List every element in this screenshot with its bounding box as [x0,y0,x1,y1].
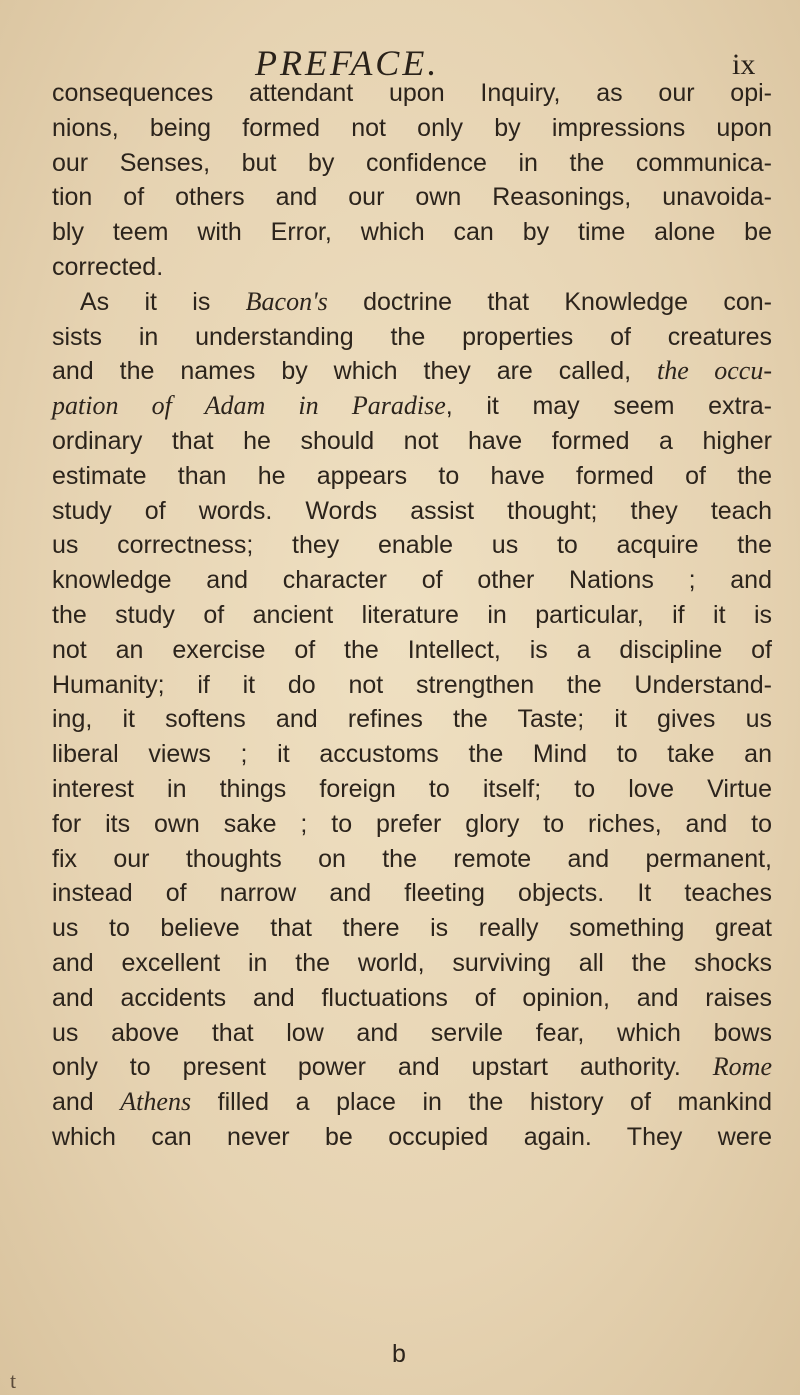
text-line-22: for its own sake ; to prefer glory to riches, and to [52,809,772,838]
text-line-9: and the names by which they are called, the occu- [52,356,772,386]
italic-name: Athens [120,1087,192,1117]
text-line-29: only to present power and upstart authority. Rome [52,1052,772,1082]
text-line-25: us to believe that there is really something great [52,914,772,943]
text-line-10: pation of Adam in Paradise, it may seem extra- [52,391,772,421]
text-line-26: and excellent in the world, surviving all the shocks [52,948,772,977]
text-line-18: Humanity; if it do not strengthen the Understand- [52,670,772,699]
page-number: ix [732,48,756,81]
text-line-27: and accidents and fluctuations of opinion, and raises [52,983,772,1012]
text-line-15: knowledge and character of other Nations ; and [52,566,772,595]
text-line-8: sists in understanding the properties of creatures [52,322,772,351]
text-line-31: which can never be occupied again. They were [52,1122,772,1151]
text-line-20: liberal views ; it accustoms the Mind to take an [52,740,772,769]
text-line-7: As it is Bacon's doctrine that Knowledge con- [80,286,772,316]
text-line-6: corrected. [52,252,164,281]
text-line-28: us above that low and servile fear, which bows [52,1018,772,1047]
text-line-21: interest in things foreign to itself; to love Virtue [52,774,772,803]
italic-name: Rome [712,1052,772,1082]
text-line-1: consequences attendant upon Inquiry, as our opi- [52,79,772,107]
text-line-11: ordinary that he should not have formed a higher [52,426,772,455]
italic-phrase: pation of Adam in Paradise [52,391,446,421]
text-line-16: the study of ancient literature in particular, if it is [52,600,772,629]
text-line-17: not an exercise of the Intellect, is a discipline of [52,635,772,664]
text-line-14: us correctness; they enable us to acquire the [52,531,772,560]
text-line-19: ing, it softens and refines the Taste; it gives us [52,705,772,734]
text-line-24: instead of narrow and fleeting objects. It teaches [52,879,772,908]
text-line-5: bly teem with Error, which can by time alone be [52,218,772,247]
text-line-12: estimate than he appears to have formed of the [52,461,772,490]
text-line-13: study of words. Words assist thought; they teach [52,496,772,525]
text-line-4: tion of others and our own Reasonings, unavoida- [52,183,772,212]
corner-mark: t [10,1368,17,1393]
text-line-23: fix our thoughts on the remote and permanent, [52,844,772,873]
signature-mark: b [392,1340,406,1368]
page-title: PREFACE. [255,43,440,83]
italic-phrase: the occu- [656,356,772,386]
text-line-30: and Athens filled a place in the history of mankind [52,1087,772,1117]
body-text [52,76,772,1155]
italic-name: Bacon's [245,286,328,316]
text-line-2: nions, being formed not only by impressions upon [52,113,772,142]
text-line-3: our Senses, but by confidence in the communica- [52,148,772,177]
